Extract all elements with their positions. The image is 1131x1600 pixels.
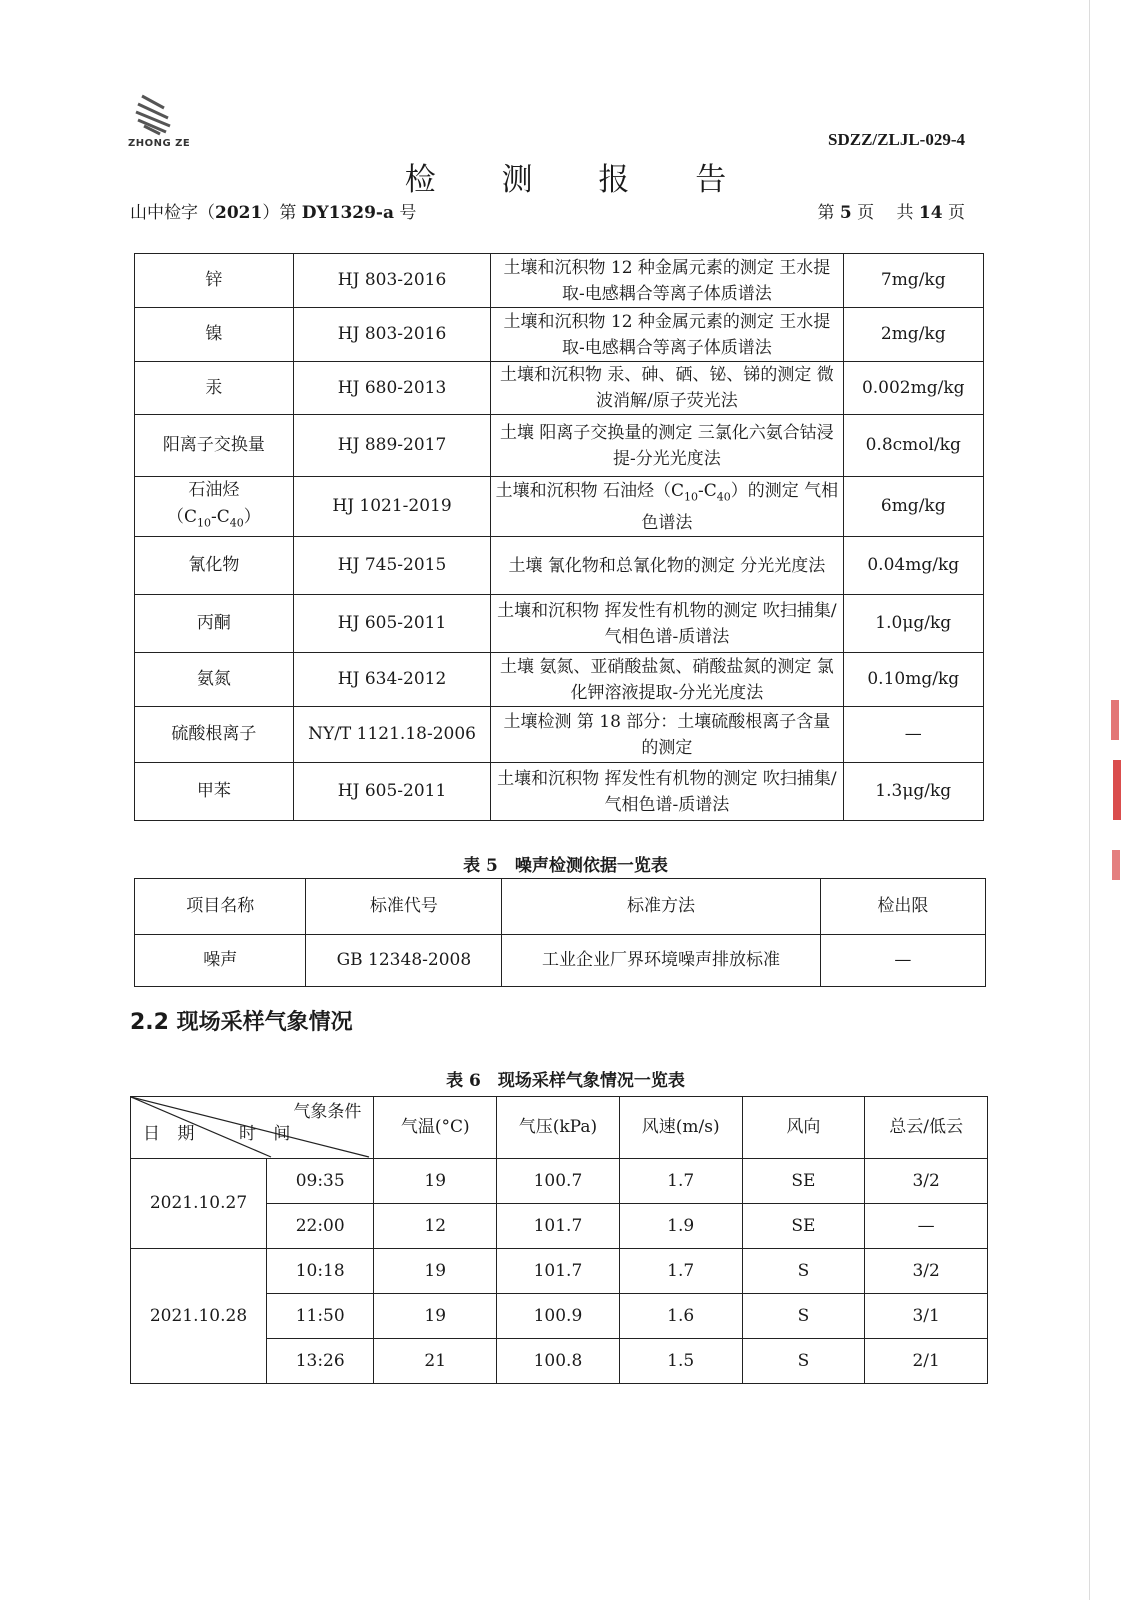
cell-limit: 1.3μg/kg: [843, 763, 984, 821]
cell-limit: 0.8cmol/kg: [843, 415, 984, 477]
corner-weather-label: 气象条件: [293, 1102, 362, 1122]
cell-standard: HJ 803-2016: [293, 308, 490, 362]
cell-pressure: 100.9: [497, 1294, 620, 1339]
cell-limit: 0.10mg/kg: [843, 653, 984, 707]
cell-method: 工业企业厂界环境噪声排放标准: [502, 935, 820, 987]
table5-caption: 表 5 噪声检测依据一览表: [463, 856, 668, 876]
table-row: [135, 537, 984, 595]
zhongze-logo-icon: [128, 92, 178, 138]
corner-time-label: 时 间: [239, 1124, 297, 1144]
page-unit: 页: [942, 203, 965, 223]
company-logo: [128, 92, 192, 154]
cell-temperature: 19: [374, 1249, 497, 1294]
cell-item: 氰化物: [135, 537, 294, 595]
header-cloud-cover: 总云/低云: [865, 1097, 988, 1159]
cell-temperature: 12: [374, 1204, 497, 1249]
table-row: [135, 653, 984, 707]
cell-standard: GB 12348-2008: [306, 935, 502, 987]
cell-time: 11:50: [267, 1294, 374, 1339]
cell-wind-direction: S: [742, 1249, 865, 1294]
table-row: [135, 254, 984, 308]
cell-method: 土壤和沉积物 挥发性有机物的测定 吹扫捕集/气相色谱-质谱法: [491, 763, 843, 821]
table-row: [135, 362, 984, 415]
cell-method: 土壤和沉积物 12 种金属元素的测定 王水提取-电感耦合等离子体质谱法: [491, 254, 843, 308]
cell-limit: 7mg/kg: [843, 254, 984, 308]
header-wind-direction: 风向: [742, 1097, 865, 1159]
page-indicator: [817, 198, 965, 223]
table-row: [135, 415, 984, 477]
cell-pressure: 101.7: [497, 1204, 620, 1249]
cell-item: 丙酮: [135, 595, 294, 653]
table-row: [135, 707, 984, 763]
table-row: [135, 595, 984, 653]
header-pressure: 气压(kPa): [497, 1097, 620, 1159]
seal-stamp-fragment: [1108, 700, 1122, 910]
table-row: [135, 935, 986, 987]
header-detection-limit: 检出限: [820, 879, 985, 935]
cell-date: 2021.10.27: [131, 1159, 267, 1249]
cell-method: 土壤 氨氮、亚硝酸盐氮、硝酸盐氮的测定 氯化钾溶液提取-分光光度法: [491, 653, 843, 707]
table-row: [131, 1249, 988, 1294]
page-number: 5: [839, 203, 852, 223]
cell-standard: HJ 803-2016: [293, 254, 490, 308]
table-header-row: [135, 879, 986, 935]
cell-cloud-cover: 3/1: [865, 1294, 988, 1339]
cell-wind-speed: 1.5: [619, 1339, 742, 1384]
cell-time: 22:00: [267, 1204, 374, 1249]
cell-date: 2021.10.28: [131, 1249, 267, 1384]
cell-method: 土壤检测 第 18 部分：土壤硫酸根离子含量的测定: [491, 707, 843, 763]
cell-cloud-cover: 3/2: [865, 1249, 988, 1294]
cell-standard: NY/T 1121.18-2006: [293, 707, 490, 763]
header-wind-speed: 风速(m/s): [619, 1097, 742, 1159]
cell-limit: 6mg/kg: [843, 477, 984, 537]
corner-header-cell: [131, 1097, 374, 1159]
cell-method: 土壤和沉积物 石油烃$(C_{10}-C_{40})$的测定 气相色谱法: [491, 477, 843, 537]
cell-item: 甲苯: [135, 763, 294, 821]
cell-wind-speed: 1.7: [619, 1159, 742, 1204]
corner-date-label: 日 期: [143, 1124, 201, 1144]
cell-method: 土壤和沉积物 挥发性有机物的测定 吹扫捕集/气相色谱-质谱法: [491, 595, 843, 653]
cell-standard: HJ 634-2012: [293, 653, 490, 707]
detection-basis-table: [134, 253, 984, 821]
header-standard-method: 标准方法: [502, 879, 820, 935]
cell-pressure: 101.7: [497, 1249, 620, 1294]
page-label: 第: [817, 203, 840, 223]
cell-temperature: 19: [374, 1159, 497, 1204]
cell-wind-speed: 1.6: [619, 1294, 742, 1339]
report-number-mid: ）第: [262, 203, 302, 223]
cell-time: 10:18: [267, 1249, 374, 1294]
cell-standard: HJ 1021-2019: [293, 477, 490, 537]
cell-item: 镍: [135, 308, 294, 362]
cell-standard: HJ 605-2011: [293, 595, 490, 653]
section-heading: 2.2 现场采样气象情况: [130, 1010, 353, 1035]
page-total: 14: [918, 203, 943, 223]
scan-edge-line: [1089, 0, 1090, 1600]
cell-item: 锌: [135, 254, 294, 308]
table-row: [131, 1159, 988, 1204]
cell-wind-direction: S: [742, 1294, 865, 1339]
weather-table: [130, 1096, 988, 1384]
report-number: [130, 198, 416, 223]
table-row: [135, 477, 984, 537]
cell-item: 石油烃 $(C_{10}-C_{40})$: [135, 477, 294, 537]
page-total-label: 页 共: [851, 203, 919, 223]
cell-cloud-cover: 2/1: [865, 1339, 988, 1384]
cell-wind-direction: SE: [742, 1204, 865, 1249]
cell-item: 氨氮: [135, 653, 294, 707]
cell-wind-direction: S: [742, 1339, 865, 1384]
cell-standard: HJ 889-2017: [293, 415, 490, 477]
cell-item: 噪声: [135, 935, 306, 987]
cell-method: 土壤 氰化物和总氰化物的测定 分光光度法: [491, 537, 843, 595]
cell-temperature: 21: [374, 1339, 497, 1384]
cell-item: 阳离子交换量: [135, 415, 294, 477]
cell-limit: 0.002mg/kg: [843, 362, 984, 415]
table-row: [135, 763, 984, 821]
table6-caption: 表 6 现场采样气象情况一览表: [446, 1071, 685, 1091]
cell-cloud-cover: 3/2: [865, 1159, 988, 1204]
report-number-year: 2021: [215, 203, 263, 223]
cell-method: 土壤和沉积物 12 种金属元素的测定 王水提取-电感耦合等离子体质谱法: [491, 308, 843, 362]
cell-wind-direction: SE: [742, 1159, 865, 1204]
cell-limit: 1.0μg/kg: [843, 595, 984, 653]
cell-method: 土壤和沉积物 汞、砷、硒、铋、锑的测定 微波消解/原子荧光法: [491, 362, 843, 415]
cell-wind-speed: 1.7: [619, 1249, 742, 1294]
cell-limit: —: [820, 935, 985, 987]
cell-limit: —: [843, 707, 984, 763]
report-number-code: DY1329-a: [301, 203, 394, 223]
cell-wind-speed: 1.9: [619, 1204, 742, 1249]
table-header-row: [131, 1097, 988, 1159]
table-row: [135, 308, 984, 362]
cell-method: 土壤 阳离子交换量的测定 三氯化六氨合钴浸提-分光光度法: [491, 415, 843, 477]
cell-pressure: 100.8: [497, 1339, 620, 1384]
report-number-suffix: 号: [394, 203, 417, 223]
cell-time: 09:35: [267, 1159, 374, 1204]
cell-item: 汞: [135, 362, 294, 415]
noise-basis-table: [134, 878, 986, 987]
report-number-prefix: 山中检字（: [130, 203, 215, 223]
cell-standard: HJ 745-2015: [293, 537, 490, 595]
logo-text: ZHONG ZE: [128, 138, 191, 149]
document-code: SDZZ/ZLJL-029-4: [828, 130, 965, 149]
cell-limit: 2mg/kg: [843, 308, 984, 362]
cell-item: 硫酸根离子: [135, 707, 294, 763]
cell-standard: HJ 680-2013: [293, 362, 490, 415]
header-item-name: 项目名称: [135, 879, 306, 935]
report-title: 检 测 报 告: [404, 162, 755, 198]
cell-time: 13:26: [267, 1339, 374, 1384]
cell-limit: 0.04mg/kg: [843, 537, 984, 595]
cell-cloud-cover: —: [865, 1204, 988, 1249]
cell-standard: HJ 605-2011: [293, 763, 490, 821]
cell-temperature: 19: [374, 1294, 497, 1339]
header-temperature: 气温(°C): [374, 1097, 497, 1159]
header-standard-code: 标准代号: [306, 879, 502, 935]
cell-pressure: 100.7: [497, 1159, 620, 1204]
